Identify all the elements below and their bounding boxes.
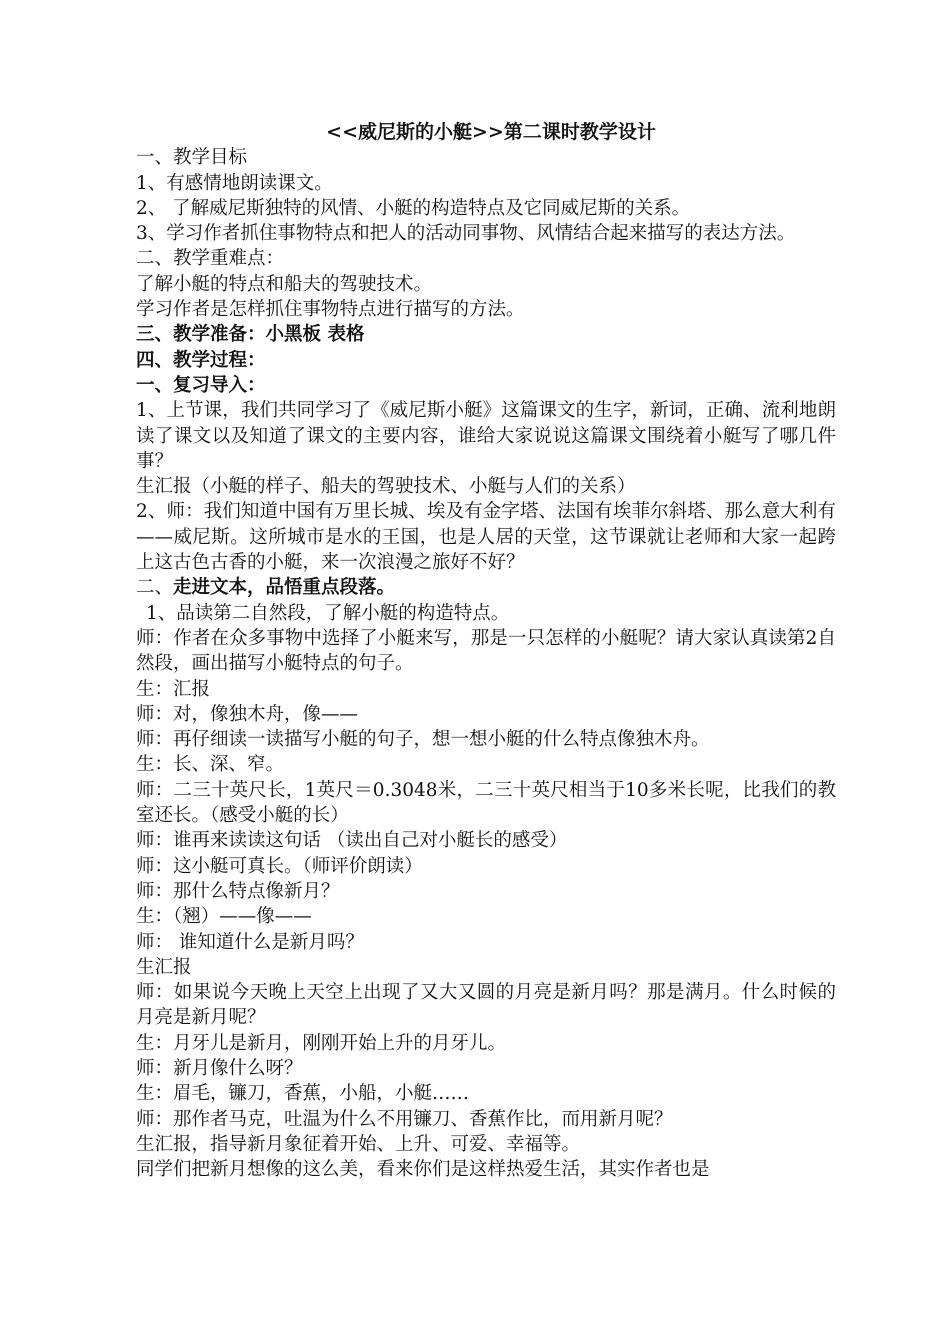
text-line: 师：作者在众多事物中选择了小艇来写，那是一只怎样的小艇呢？请大家认真读第2自然段，画出描写小艇特点的句子。 <box>136 627 836 675</box>
text-line: 师：二三十英尺长，1英尺＝0.3048米，二三十英尺相当于10多米长呢，比我们的教室还长。（感受小艇的长） <box>136 779 836 827</box>
text-line: 同学们把新月想像的这么美，看来你们是这样热爱生活，其实作者也是 <box>136 1159 710 1181</box>
document-body <box>136 145 836 1182</box>
text-line: 2、师：我们知道中国有万里长城、埃及有金字塔、法国有埃菲尔斜塔、那么意大利有——威尼斯。这所城市是水的王国，也是人居的天堂，这节课就让老师和大家一起跨上这古色古香的小艇，来一次浪漫之旅好不好？ <box>136 501 836 574</box>
document-page <box>136 120 836 1182</box>
text-line: 师： 谁知道什么是新月吗？ <box>136 931 364 953</box>
text-line: 2、 了解威尼斯独特的风情、小艇的构造特点及它同威尼斯的关系。 <box>136 197 691 219</box>
text-line: 学习作者是怎样抓住事物特点进行描写的方法。 <box>136 299 525 321</box>
text-line: 师：那什么特点像新月？ <box>136 880 340 902</box>
text-line: 师：这小艇可真长。（师评价朗读） <box>136 855 423 877</box>
text-line: 一、复习导入： <box>136 374 266 396</box>
text-line: 了解小艇的特点和船夫的驾驶技术。 <box>136 273 433 295</box>
text-line: 师：谁再来读读这句话 （读出自己对小艇长的感受） <box>136 830 568 852</box>
text-line: 二、教学重难点： <box>136 248 285 270</box>
text-line: 3、学习作者抓住事物特点和把人的活动同事物、风情结合起来描写的表达方法。 <box>136 223 796 245</box>
text-line: 生：（翘）——像—— <box>136 906 312 928</box>
text-line: 1、上节课，我们共同学习了《威尼斯小艇》这篇课文的生字，新词，正确、流利地朗读了课文以及知道了课文的主要内容，谁给大家说说这篇课文围绕着小艇写了哪几件事？ <box>136 400 836 472</box>
text-line: 生汇报，指导新月象征着开始、上升、可爱、幸福等。 <box>136 1133 581 1155</box>
text-line: 师：如果说今天晚上天空上出现了又大又圆的月亮是新月吗？那是满月。什么时候的月亮是新月呢？ <box>136 982 836 1029</box>
text-line: 生汇报（小艇的样子、船夫的驾驶技术、小艇与人们的关系） <box>136 476 636 498</box>
text-line: 1、品读第二自然段，了解小艇的构造特点。 <box>146 602 510 624</box>
line-prefix: 二、 <box>136 577 174 599</box>
text-line: 师：对，像独木舟，像—— <box>136 703 359 725</box>
text-line: 1、有感情地朗读课文。 <box>136 172 333 194</box>
text-line: 四、教学过程： <box>136 349 266 371</box>
text-line: 师：再仔细读一读描写小艇的句子，想一想小艇的什么特点像独木舟。 <box>136 729 710 751</box>
line-bold-text: 走进文本，品悟重点段落。 <box>173 577 396 599</box>
text-line: 一、教学目标 <box>136 147 248 169</box>
text-line: 师：新月像什么呀？ <box>136 1057 303 1079</box>
text-line: 生：月牙儿是新月，刚刚开始上升的月牙儿。 <box>136 1032 507 1054</box>
text-line: 师：那作者马克，吐温为什么不用镰刀、香蕉作比，而用新月呢？ <box>136 1108 673 1130</box>
text-line <box>136 575 836 600</box>
text-line: 生：眉毛，镰刀，香蕉，小船，小艇…… <box>136 1083 470 1105</box>
document-title: <<威尼斯的小艇>>第二课时教学设计 <box>326 121 656 143</box>
text-line: 三、教学准备：小黑板 表格 <box>136 324 365 346</box>
text-line: 生：长、深、窄。 <box>136 754 285 776</box>
text-line: 生汇报 <box>136 956 192 978</box>
text-line: 生：汇报 <box>136 678 211 700</box>
